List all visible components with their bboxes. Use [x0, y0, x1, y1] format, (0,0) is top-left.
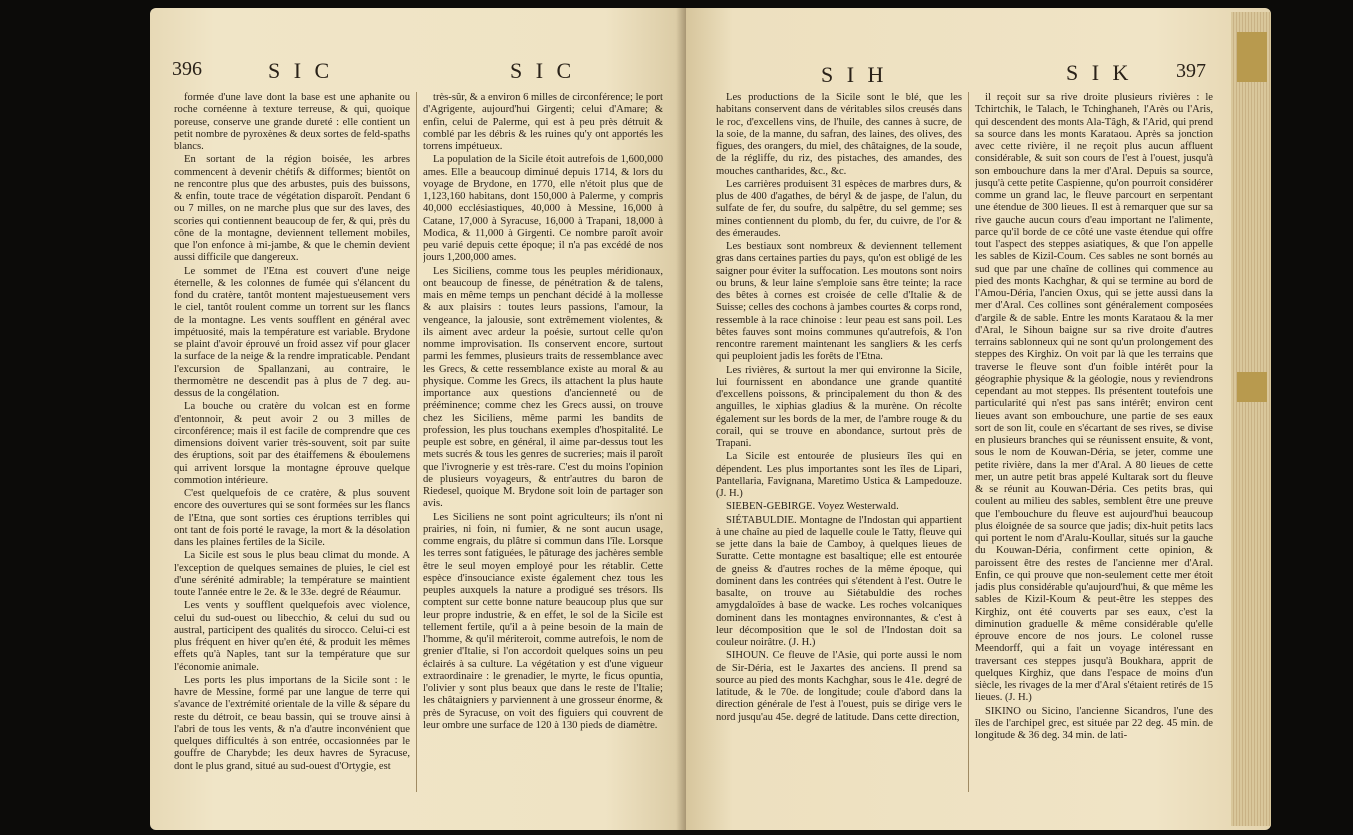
- paragraph: La Sicile est entourée de plusieurs îles qui en dépendent. Les plus importantes sont les îles de Lipari, Pantellaria, Favignana, Maretimo Ustica & Lampedouze. (J. H.): [716, 451, 962, 499]
- paragraph: SIÉTABULDIE. Montagne de l'Indostan qui appartient à une chaîne au pied de laquelle coule le Tatty, fleuve qui se jette dans la baie de Camboy, à quelques lieues de Suratte. Cette montagne est basaltique; elle est entourée de gneiss & d'autres roches de la même époque, qui dominent dans les contrées qui s'étendent à l'est. Outre le basalte, on trouve au Siétabuldie des roches amygdaloïdes à base de wacke. Les roches volcaniques dominent dans les montagnes environnantes, & c'est à leur décomposition que le sol de l'Indostan doit sa couleur noirâtre. (J. H.): [716, 514, 962, 648]
- column-rule: [416, 92, 417, 792]
- running-head-right-1: S I H: [821, 62, 888, 87]
- left-page: [150, 8, 686, 830]
- page-edge-thumb-index: [1231, 12, 1271, 826]
- right-page-column-1: [716, 92, 962, 804]
- paragraph: Les carrières produisent 31 espèces de marbres durs, & plus de 400 d'agathes, de béryl & de jaspe, de l'alun, du sulfate de fer, du soufre, du salpêtre, du sel gemme; ses mines contiennent du plomb, du fer, du cuivre, de l'or & des émeraudes.: [716, 178, 962, 239]
- right-page-column-2: [975, 92, 1213, 804]
- thumb-tab: [1237, 372, 1267, 402]
- running-head-left-1: S I C: [268, 58, 334, 83]
- paragraph: En sortant de la région boisée, les arbres commencent à devenir chétifs & difformes; bientôt on ne rencontre plus que des arbustes, puis des buissons, & enfin, toute trace de végétation disparoît. Pendant 6 ou 7 milles, on ne marche plus que sur des laves, des scories qui contiennent beaucoup de fer, & qui, près du cône de la montagne, deviennent tellement mobiles, que l'on enfonce à mi-jambe, & que le chemin devient aussi difficile que dangereux.: [174, 154, 410, 264]
- open-book: [150, 8, 1310, 830]
- paragraph: Les rivières, & surtout la mer qui environne la Sicile, lui fournissent en abondance une grande quantité d'excellens poissons, & principalement du thon & des anguilles, le xiphias gladius & la murène. On récolte également sur les bords de la mer, de l'ambre rouge & du corail, qui se trouve en abondance, surtout près de Trapani.: [716, 364, 962, 449]
- paragraph: très-sûr, & a environ 6 milles de circonférence; le port d'Agrigente, aujourd'hui Girgenti; celui d'Amare; & enfin, celui de Palerme, qui est à peu près détruit & comblé par les débris & les ruines qu'y ont apportés les torrens impétueux.: [423, 92, 663, 152]
- left-page-header: [150, 56, 686, 86]
- paragraph: il reçoit sur sa rive droite plusieurs rivières : le Tchirtchik, le Talach, le Tchinghaneh, l'Arès ou l'Aris, qui descendent des monts Ala-Tâgh, & l'Arid, qui prend sa source dans les monts Karataou. Après sa jonction avec cette rivière, il ne reçoit plus aucun affluent considérable, & suit son cours de l'est à l'ouest, jusqu'à son embouchure dans la mer d'Aral. Depuis sa source, jusqu'à cette petite Caspienne, qu'on pourroit considérer comme un grand lac, le fleuve parcourt en serpentant une étendue de 300 lieues. Il est à remarquer que sur sa rive gauche aucun cours d'eau important ne l'alimente, parce qu'il borde de ce côté une vaste étendue qui offre tout l'aspect des steppes asiatiques, & que l'on appelle les sables de Kizil-Coum. Ces sables ne sont bornés au sud que par une chaîne de collines qui commence au pied des monts Kachghar, & qui se termine au bord de l'Amou-Déria, l'ancien Oxus, qui se jette aussi dans la mer d'Aral. Ces collines sont généralement composées d'argile & de sable. Entre les monts Karataou & la mer d'Aral, le Sihoun baigne sur sa rive droite d'autres terrains sablonneux qui ne sont qu'un prolongement des steppes des Kirghiz. On voit par là que les terrains que traverse le fleuve sont d'un foible intérêt pour la géographie physique & la géologie, nous y reviendrons cependant au mot steppes. Ils présentent toutefois une particularité qui n'est pas sans intérêt; environ cent lieues avant son embouchure, une partie de ses eaux sort de son lit, coule en s'écartant de ses rives, se divise en plusieurs branches qui se réunissent ensuite, & vont, sous le nom de Kouwan-Déria, se jeter, comme une petite rivière, dans la mer d'Aral. A 80 lieues de cette mer, un autre petit bras appelé Kultarak sort du fleuve & se réunit au Kouwan-Déria. Ces petits bras, qui coulent au milieu des sables, semblent être une preuve que l'embouchure du fleuve est aujourd'hui beaucoup plus éloignée de sa source que jadis; dix-huit petits lacs qui portent le nom d'Aralu-Koullar, situés sur la gauche du Kouwan-Déria, confirment cette opinion, & paroissent être des restes de l'ancienne mer d'Aral. Enfin, ce qui prouve que non-seulement cette mer étoit jadis plus considérable qu'aujourd'hui, & que même les sables de Kizil-Koum & peut-être les steppes des Kirghiz, ont été couverts par ses eaux, c'est la diminution graduelle & même considérable qu'elle éprouve encore de nos jours. Le colonel russe Meendorff, qui a fait un voyage intéressant en traversant ces steppes jusqu'à Boukhara, apprit de quelques Kirghiz, que dans l'espace de moins d'un siècle, les rivages de la mer d'Aral s'étaient retirés de 15 lieues. (J. H.): [975, 92, 1213, 704]
- thumb-tab: [1237, 32, 1267, 82]
- page-number-right: 397: [1176, 60, 1206, 82]
- left-page-column-1: [174, 92, 410, 804]
- paragraph: La bouche ou cratère du volcan est en forme d'entonnoir, & peut avoir 2 ou 3 milles de circonférence; mais il est facile de comprendre que ces dimensions doivent varier très-souvent, soit par suite des éruptions, soit par des étaiffemens & éboulemens qui arrivent lorsque la montagne éprouve quelque commotion intérieure.: [174, 401, 410, 486]
- paragraph: Les Siciliens ne sont point agriculteurs; ils n'ont ni prairies, ni foin, ni fumier, & ne sont aucun usage, comme engrais, du plâtre si commun dans l'île. Lorsque les terres sont fatiguées, le pâturage des jachères semble être le seul moyen employé pour les rétablir. Cette espèce d'insouciance existe également chez tous les peuples auxquels la nature a prodigué ses trésors. Ils comptent sur cette bonne nature beaucoup plus que sur leur propre industrie, & en effet, le sol de la Sicile est tellement fertile, qu'il a à peine besoin de la main de l'homme, & qu'il mériteroit, comme autrefois, le nom de grenier d'Italie, si l'on accordoit quelques soins un peu éclairés à sa culture. La végétation y est d'une vigueur extraordinaire : le grenadier, le myrte, le ficus opuntia, l'olivier y sont plus beaux que dans le reste de l'Italie; les châtaigniers y parviennent à une grosseur énorme, & près de Syracuse, on voit des figuiers qui couvrent de leur ombre une surface de 120 à 130 pieds de diamètre.: [423, 511, 663, 731]
- paragraph: Les Siciliens, comme tous les peuples méridionaux, ont beaucoup de finesse, de pénétration & de talens, mais en même temps un penchant décidé à la mollesse & aux plaisirs : toutes leurs passions, l'amour, la vengeance, la jalousie, sont extrêmement violentes, & ils aiment avec ardeur la poésie, surtout celle qu'on nomme improvisation. Ils conservent encore, surtout parmi les femmes, plusieurs traits de ressemblance avec les Grecs, & cette ressemblance existe au moral & au physique. Comme les Grecs, ils attachent la plus haute importance aux questions d'ancienneté ou de prééminence; comme chez les Grecs aussi, on trouve chez les Siciliens, même parmi les bandits de profession, les plus touchans exemples d'hospitalité. Le peuple est sobre, en général, il aime par-dessus tout les mets sucrés & tous les genres de sucreries; mais il paroît que l'ivrognerie y est très-rare. C'est du moins l'opinion de plusieurs voyageurs, & entr'autres du baron de Riedesel, quoique M. Brydone soit loin de partager son avis.: [423, 265, 663, 510]
- column-rule: [968, 92, 969, 792]
- paragraph: SIKINO ou Sicino, l'ancienne Sicandros, l'une des îles de l'archipel grec, est située par 22 deg. 45 min. de longitude & 36 deg. 34 min. de lati-: [975, 705, 1213, 741]
- paragraph: La population de la Sicile étoit autrefois de 1,600,000 ames. Elle a beaucoup diminué depuis 1714, & lors du voyage de Brydone, en 1770, elle n'étoit plus que de 1,123,160 habitans, dont 150,000 à Palerme, y compris 40,000 ecclésiastiques, 40,000 à Messine, 16,000 à Catane, 17,000 à Syracuse, 16,000 à Trapani, 18,000 à Modica, & 11,000 à Girgenti. Ce nombre paroît avoir peu varié depuis cette époque; il n'a pas excédé de nos jours 1,200,000 ames.: [423, 154, 663, 264]
- left-page-column-2: [423, 92, 663, 804]
- paragraph: formée d'une lave dont la base est une aphanite ou roche cornéenne à texture terreuse, & qui, quoique poreuse, conserve une grande dureté : elle contient un petit nombre de pyroxènes & deux sortes de feld-spaths blancs.: [174, 92, 410, 152]
- paragraph: Le sommet de l'Etna est couvert d'une neige éternelle, & les colonnes de fumée qui s'élancent du fond du cratère, tantôt montent majestueusement vers le ciel, tantôt roulent comme un torrent sur les flancs de la montagne. Les vents soufflent en général avec impétuosité, mais la température est variable. Brydone se plaint d'avoir éprouvé un froid assez vif pour glacer la surface de la neige & la rendre impraticable. Pendant l'excursion de Spallanzani, au contraire, le thermomètre ne descendit pas à plus de 7 deg. au-dessus de la congélation.: [174, 265, 410, 399]
- paragraph: Les bestiaux sont nombreux & deviennent tellement gras dans certaines parties du pays, qu'on est obligé de les saigner pour éviter la suffocation. Les moutons sont noirs ou bruns, & leur laine s'emploie sans être teinte; la race des bêtes à cornes est croisée de celle d'Italie & de Suisse; celles des cochons à jambes courtes & corps rond, ressemble à la race chinoise : leur peau est sans poil. Les bêtes fauves sont moins communes qu'autrefois, & l'on rencontre rarement maintenant les sangliers & les cerfs qui peuploient jadis les forêts de l'Etna.: [716, 241, 962, 363]
- paragraph: SIHOUN. Ce fleuve de l'Asie, qui porte aussi le nom de Sir-Déria, est le Jaxartes des anciens. Il prend sa source au pied des monts Kachghar, sous le 41e. degré de latitude, & le 70e. de longitude; coule d'abord dans la direction générale de l'est à l'ouest, puis se dirige vers le nord jusqu'au 45e. degré de latitude. Dans cette direction,: [716, 650, 962, 723]
- paragraph: Les vents y soufflent quelquefois avec violence, celui du sud-ouest ou libecchio, & celui du sud ou austral, participent des qualités du sirocco. Celui-ci est plus fréquent en hiver qu'en été, & produit les mêmes effets qu'à Naples, tant sur la température que sur l'économie animale.: [174, 600, 410, 673]
- paragraph: C'est quelquefois de ce cratère, & plus souvent encore des ouvertures qui se sont formées sur les flancs de l'Etna, que sont sorties ces éruptions terribles qui ont tant de fois porté le ravage, la mort & la désolation dans les plaines fertiles de la Sicile.: [174, 488, 410, 548]
- paragraph: Les ports les plus importans de la Sicile sont : le havre de Messine, formé par une langue de terre qui s'avance de l'extrémité orientale de la ville & sépare du reste du détroit, ce beau bassin, qui se trouve ainsi à l'abri de tous les vents, & n'a d'autre inconvénient que quelques difficultés à son entrée, occasionnées par le gouffre de Charybde; les deux havres de Syracuse, dont le plus grand, situé au sud-ouest d'Ortygie, est: [174, 674, 410, 772]
- page-number-left: 396: [172, 58, 202, 80]
- paragraph: SIEBEN-GEBIRGE. Voyez Westerwald.: [726, 501, 899, 513]
- paragraph: La Sicile est sous le plus beau climat du monde. A l'exception de quelques semaines de pluies, le ciel est d'une sérénité admirable; la température se maintient toute l'année entre le 2e. & le 33e. degré de Réaumur.: [174, 550, 410, 598]
- running-head-left-2: S I C: [510, 58, 576, 83]
- right-page-header: [686, 56, 1271, 86]
- right-page: [686, 8, 1271, 830]
- paragraph: Les productions de la Sicile sont le blé, que les habitans conservent dans de véritables silos creusés dans le roc, d'excellens vins, de l'huile, des cannes à sucre, de la soie, de la manne, du safran, des laines, des olives, des figues, des orangers, du miel, des châtaignes, de la soude, de la régliffe, du riz, des pistaches, des amandes, des mouches cantharides, &c., &c.: [716, 92, 962, 177]
- running-head-right-2: S I K: [1066, 60, 1133, 85]
